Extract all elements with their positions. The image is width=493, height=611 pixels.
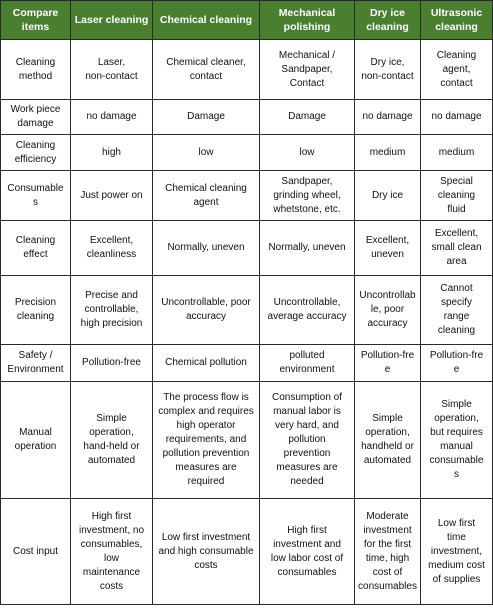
table-cell: The process flow is complex and requires high operator requirements, and pollution prevention measures are required bbox=[153, 382, 260, 499]
table-cell: Just power on bbox=[71, 171, 153, 221]
table-cell: Laser, non-contact bbox=[71, 40, 153, 100]
table-cell: Dry ice bbox=[355, 171, 421, 221]
header-row bbox=[1, 1, 493, 40]
table-cell: Damage bbox=[153, 100, 260, 135]
table-cell: Normally, uneven bbox=[153, 221, 260, 276]
table-cell: Uncontrollable, poor accuracy bbox=[153, 276, 260, 345]
table-row bbox=[1, 345, 493, 382]
row-label: Safety / Environment bbox=[1, 345, 71, 382]
row-label: Cleaning method bbox=[1, 40, 71, 100]
row-label: Cleaning effect bbox=[1, 221, 71, 276]
table-cell: no damage bbox=[355, 100, 421, 135]
header-mechanical-polishing: Mechanical polishing bbox=[260, 1, 355, 40]
table-cell: medium bbox=[421, 135, 493, 171]
header-chemical-cleaning: Chemical cleaning bbox=[153, 1, 260, 40]
table-cell: Simple operation, but requires manual consumable s bbox=[421, 382, 493, 499]
table-cell: Dry ice, non-contact bbox=[355, 40, 421, 100]
table-cell: low bbox=[260, 135, 355, 171]
table-row bbox=[1, 276, 493, 345]
table-row bbox=[1, 100, 493, 135]
table-cell: Cannot specify range cleaning bbox=[421, 276, 493, 345]
table-cell: Excellent, small clean area bbox=[421, 221, 493, 276]
row-label: Cleaning efficiency bbox=[1, 135, 71, 171]
header-compare-items: Compare items bbox=[1, 1, 71, 40]
table-cell: Excellent, cleanliness bbox=[71, 221, 153, 276]
table-cell: Simple operation, hand-held or automated bbox=[71, 382, 153, 499]
table-cell: Chemical cleaning agent bbox=[153, 171, 260, 221]
row-label: Consumable s bbox=[1, 171, 71, 221]
header-laser-cleaning: Laser cleaning bbox=[71, 1, 153, 40]
table-cell: polluted environment bbox=[260, 345, 355, 382]
row-label: Precision cleaning bbox=[1, 276, 71, 345]
table-cell: Low first time investment, medium cost of supplies bbox=[421, 499, 493, 605]
table-cell: Simple operation, handheld or automated bbox=[355, 382, 421, 499]
row-label: Cost input bbox=[1, 499, 71, 605]
row-label: Work piece damage bbox=[1, 100, 71, 135]
table-row bbox=[1, 135, 493, 171]
table-row bbox=[1, 221, 493, 276]
table-cell: Chemical cleaner, contact bbox=[153, 40, 260, 100]
table-cell: Chemical pollution bbox=[153, 345, 260, 382]
table-cell: Sandpaper, grinding wheel, whetstone, etc. bbox=[260, 171, 355, 221]
table-cell: Uncontrollab le, poor accuracy bbox=[355, 276, 421, 345]
table-cell: Cleaning agent, contact bbox=[421, 40, 493, 100]
table-cell: Special cleaning fluid bbox=[421, 171, 493, 221]
row-label: Manual operation bbox=[1, 382, 71, 499]
table-row bbox=[1, 382, 493, 499]
table-cell: High first investment and low labor cost of consumables bbox=[260, 499, 355, 605]
table-cell: no damage bbox=[71, 100, 153, 135]
table-cell: medium bbox=[355, 135, 421, 171]
table-cell: Consumption of manual labor is very hard, and pollution prevention measures are needed bbox=[260, 382, 355, 499]
table-row bbox=[1, 499, 493, 605]
table-cell: low bbox=[153, 135, 260, 171]
table-cell: Pollution-free bbox=[71, 345, 153, 382]
table-cell: Pollution-fre e bbox=[421, 345, 493, 382]
table-cell: Moderate investment for the first time, high cost of consumables bbox=[355, 499, 421, 605]
table-row bbox=[1, 40, 493, 100]
table-cell: Low first investment and high consumable costs bbox=[153, 499, 260, 605]
table-cell: Precise and controllable, high precision bbox=[71, 276, 153, 345]
table-cell: high bbox=[71, 135, 153, 171]
table-row bbox=[1, 171, 493, 221]
table-cell: Normally, uneven bbox=[260, 221, 355, 276]
table-cell: Pollution-fre e bbox=[355, 345, 421, 382]
table-cell: Damage bbox=[260, 100, 355, 135]
header-ultrasonic-cleaning: Ultrasonic cleaning bbox=[421, 1, 493, 40]
table-cell: Excellent, uneven bbox=[355, 221, 421, 276]
header-dry-ice-cleaning: Dry ice cleaning bbox=[355, 1, 421, 40]
table-cell: no damage bbox=[421, 100, 493, 135]
table-cell: Mechanical / Sandpaper, Contact bbox=[260, 40, 355, 100]
table-cell: High first investment, no consumables, low maintenance costs bbox=[71, 499, 153, 605]
table-cell: Uncontrollable, average accuracy bbox=[260, 276, 355, 345]
